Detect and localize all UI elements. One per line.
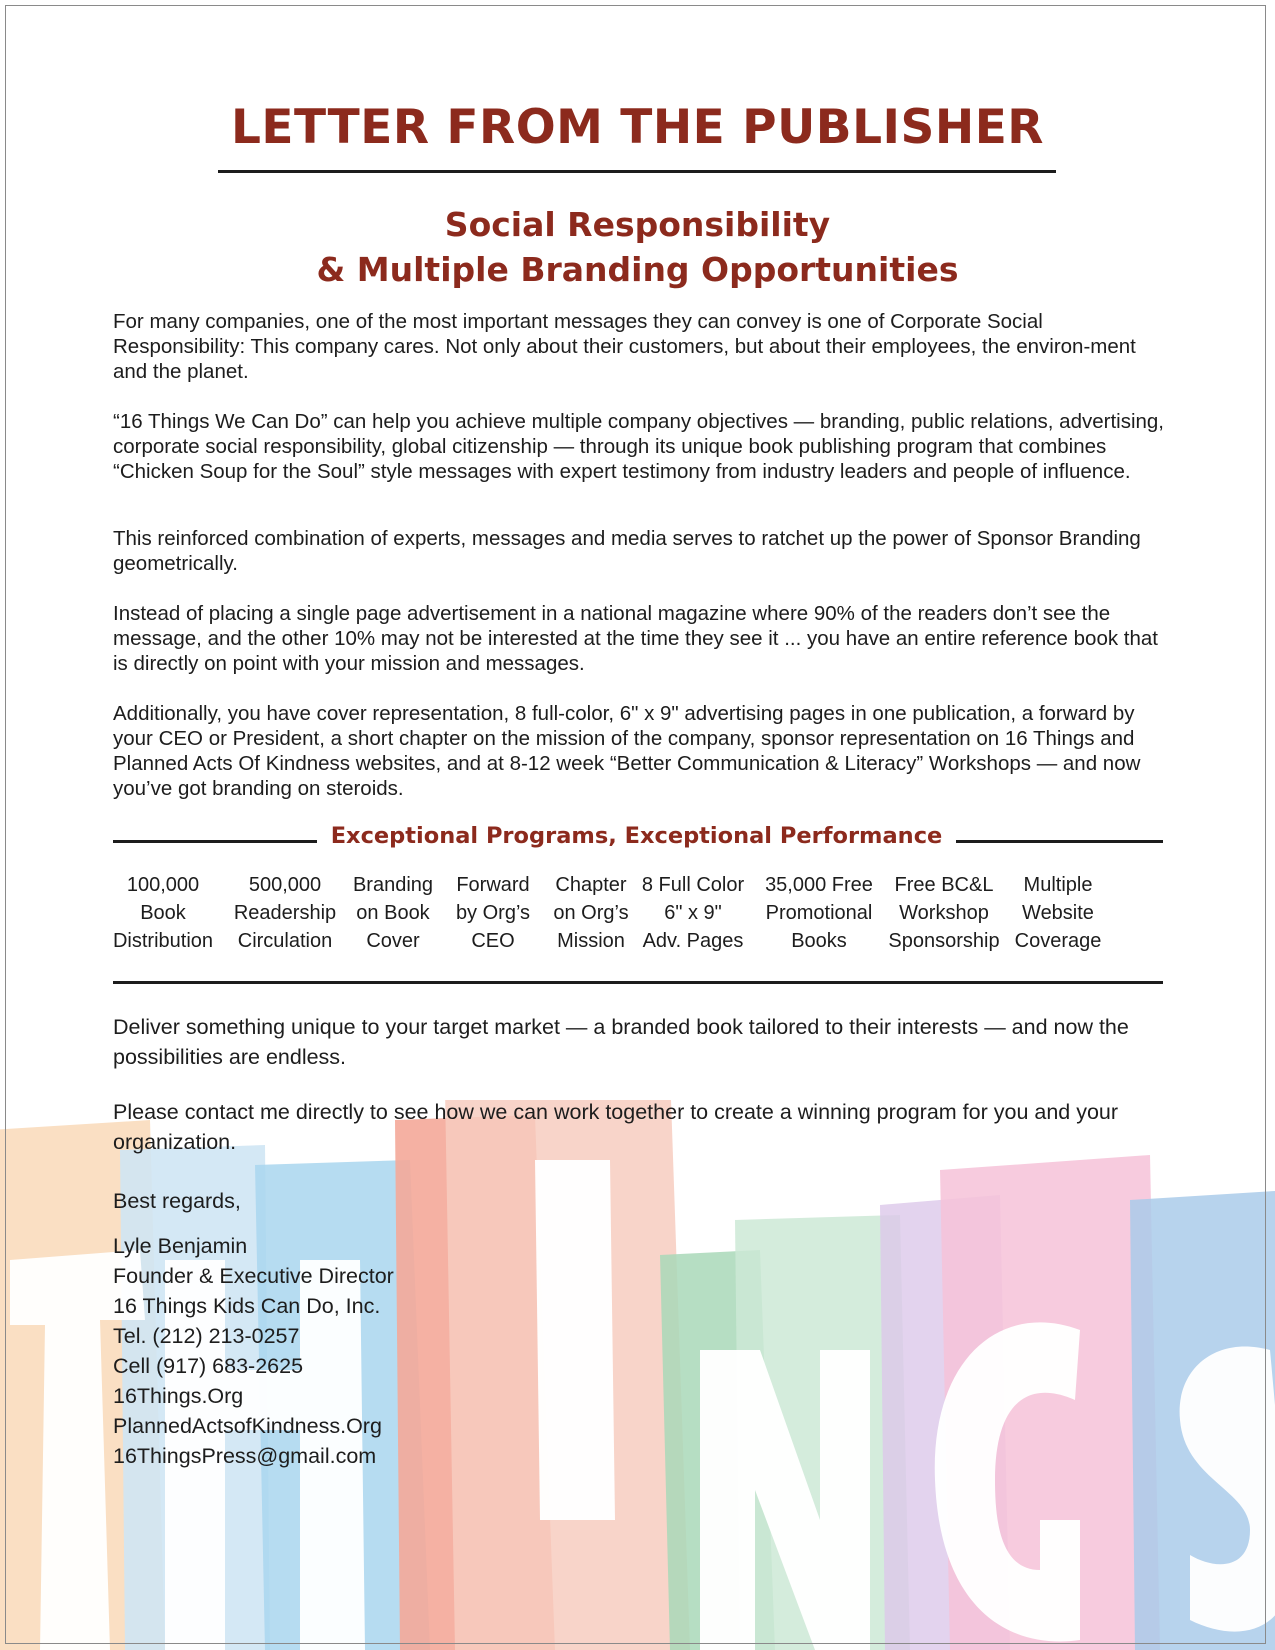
programs-heading: Exceptional Programs, Exceptional Performance: [330, 823, 943, 849]
program-line: Multiple: [1023, 874, 1093, 896]
programs-list: [108, 871, 1168, 961]
signature-name: Lyle Benjamin: [113, 1234, 248, 1258]
program-line: on Book: [356, 902, 430, 924]
program-line: Free BC&L: [894, 874, 994, 896]
page-title: LETTER FROM THE PUBLISHER: [230, 100, 1044, 155]
program-line: Circulation: [237, 930, 333, 952]
signature-block: [113, 1231, 394, 1471]
signature-website-2: PlannedActsofKindness.Org: [113, 1414, 382, 1438]
program-line: Distribution: [112, 930, 214, 952]
program-item: [759, 871, 879, 955]
program-item: [448, 871, 538, 955]
body-paragraph-4: Instead of placing a single page advertisement in a national magazine where 90% of the readers don’t see the message, and the other 10% may not be interested at the time they see it ... you have an entire reference book that is directly on point with your mission and messages.: [113, 602, 1158, 675]
program-line: Books: [791, 930, 847, 952]
subtitle: [0, 202, 1275, 292]
program-line: Chapter: [555, 874, 627, 896]
body-paragraph-5: Additionally, you have cover representation, 8 full-color, 6" x 9" advertising pages in one publication, a forward by your CEO or President, a short chapter on the mission of the company, sponsor representation on 16 Things and Planned Acts Of Kindness websites, and at 8-12 week “Better Communication & Literacy” Workshops — and now you’ve got branding on steroids.: [113, 702, 1141, 800]
signature-website-1: 16Things.Org: [113, 1384, 244, 1408]
program-line: Mission: [557, 930, 625, 952]
program-line: 500,000: [248, 874, 322, 896]
program-line: Promotional: [765, 902, 873, 924]
program-line: Readership: [233, 902, 337, 924]
program-line: 6" x 9": [664, 902, 722, 924]
program-line: Cover: [366, 930, 420, 952]
program-line: Adv. Pages: [642, 930, 744, 952]
signature-tel: Tel. (212) 213-0257: [113, 1324, 300, 1348]
programs-divider-right: [956, 840, 1163, 843]
program-line: Forward: [456, 874, 530, 896]
program-item: [638, 871, 748, 955]
closing-regards: Best regards,: [113, 1189, 241, 1213]
closing-paragraph-2: Please contact me directly to see how we can work together to create a winning program for you and your organization.: [113, 1100, 1119, 1154]
signature-email: 16ThingsPress@gmail.com: [113, 1444, 377, 1468]
program-line: Workshop: [899, 902, 989, 924]
program-line: Branding: [352, 874, 434, 896]
program-line: Book: [140, 902, 186, 924]
program-item: [546, 871, 636, 955]
program-line: by Org’s: [455, 902, 531, 924]
program-item: [348, 871, 438, 955]
program-line: CEO: [471, 930, 515, 952]
signature-company: 16 Things Kids Can Do, Inc.: [113, 1294, 381, 1318]
signature-cell: Cell (917) 683-2625: [113, 1354, 304, 1378]
programs-divider-bottom: [113, 981, 1163, 984]
program-line: Coverage: [1014, 930, 1102, 952]
subtitle-line-1: Social Responsibility: [444, 205, 831, 244]
program-line: 35,000 Free: [765, 874, 873, 896]
program-line: Website: [1022, 902, 1094, 924]
body-paragraph-1: For many companies, one of the most important messages they can convey is one of Corporate Social Responsibility: This company cares. Not only about their customers, but about their employees, the environ-ment and the planet.: [113, 310, 1136, 383]
program-item: [1010, 871, 1106, 955]
closing-paragraph-1: Deliver something unique to your target market — a branded book tailored to their interests — and now the possibilities are endless.: [113, 1015, 1129, 1069]
program-line: 8 Full Color: [641, 874, 745, 896]
program-line: Sponsorship: [888, 930, 1000, 952]
signature-role: Founder & Executive Director: [113, 1264, 394, 1288]
program-item: [108, 871, 218, 955]
program-item: [230, 871, 340, 955]
body-paragraph-3: This reinforced combination of experts, messages and media serves to ratchet up the power of Sponsor Branding geometrically.: [113, 527, 1141, 575]
title-divider: [218, 170, 1056, 173]
program-item: [888, 871, 1000, 955]
program-line: on Org’s: [553, 902, 629, 924]
programs-divider-left: [113, 840, 317, 843]
program-line: 100,000: [126, 874, 200, 896]
subtitle-line-2: & Multiple Branding Opportunities: [316, 250, 959, 289]
body-paragraph-2: “16 Things We Can Do” can help you achieve multiple company objectives — branding, public relations, advertising, corporate social responsibility, global citizenship — through its unique book publishing program that combines “Chicken Soup for the Soul” style messages with expert testimony from industry leaders and people of influence.: [113, 410, 1164, 483]
